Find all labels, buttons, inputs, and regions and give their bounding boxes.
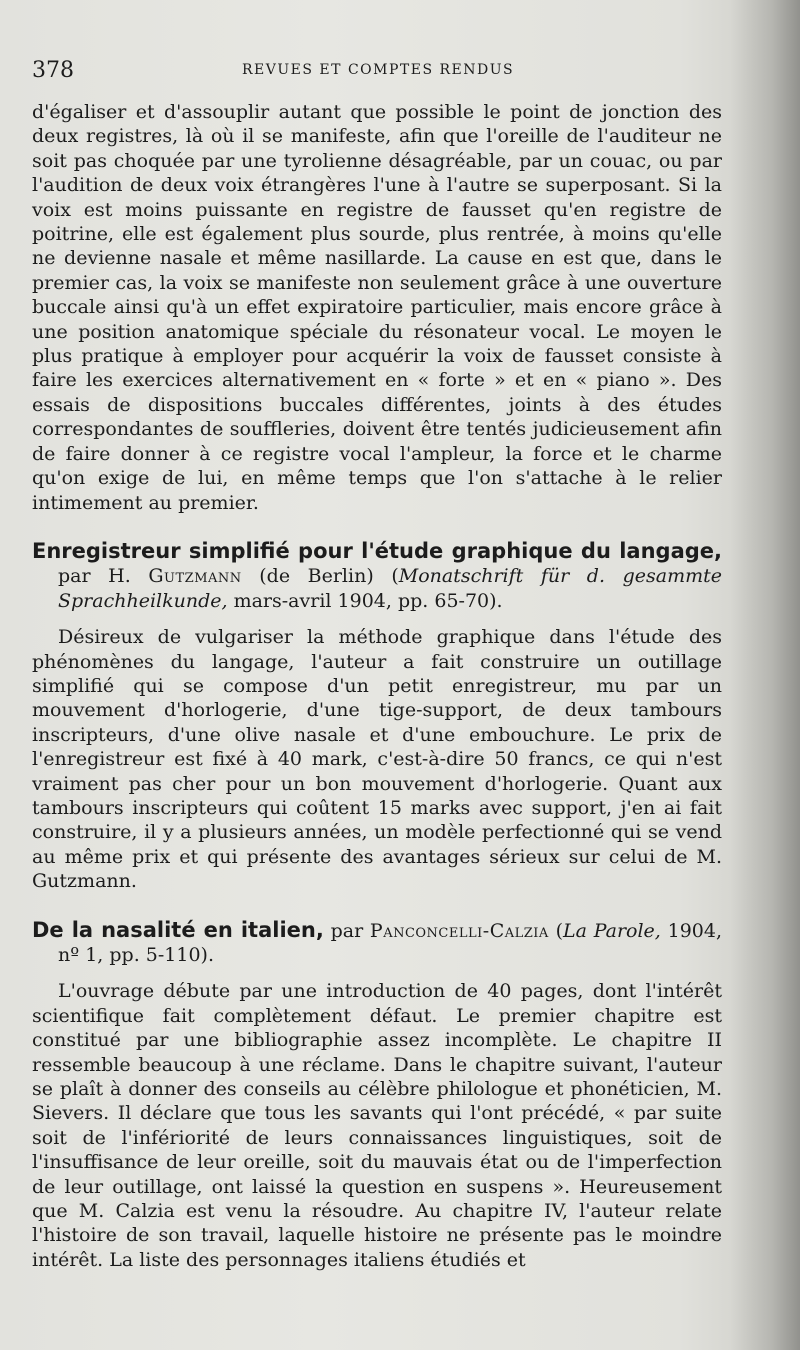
review-body: L'ouvrage débute par une introduction de 40 pages, dont l'intérêt scientifique fait complètement défaut. Le premier chapitre est constitué par une bibliographie assez incomplète. Le chapitre II ressemble beaucoup à une réclame. Dans le chapitre suivant, l'auteur se plaît à donner des conseils au célèbre philologue et phonéticien, M. Sievers. Il déclare que tous les savants qui l'ont précédé, « par suite soit de l'infériorité de leurs connaissances linguistiques, soit de l'insuffisance de leur oreille, soit du mauvais état ou de l'imperfection de leur outillage, ont laissé la question en suspens ». Heureusement que M. Calzia est venu la résoudre. Au chapitre IV, l'auteur relate l'histoire de son travail, laquelle histoire ne présente pas le moindre intérêt. La liste des personnages italiens étudiés et [32,980,722,1271]
page-number: 378 [32,58,74,83]
citation-open: ( [548,919,563,942]
page-gutter-shadow [730,0,800,1350]
citation-by: par [323,919,370,942]
review-journal: La Parole, [563,919,661,942]
page-header [32,58,732,88]
running-head: REVUES ET COMPTES RENDUS [242,62,515,78]
page-content [32,100,722,1272]
review-title: De la nasalité en italien, [32,917,324,942]
review-entry-gutzmann [32,539,722,894]
continuation-paragraph: d'égaliser et d'assouplir autant que possible le point de jonction des deux registres, là où il se manifeste, afin que l'oreille de l'auditeur ne soit pas choquée par une tyrolienne désagréable, par un couac, ou par l'audition de deux voix étrangères l'une à l'autre se superposant. Si la voix est moins puissante en registre de fausset qu'en registre de poitrine, elle est également plus sourde, plus rentrée, à moins qu'elle ne devienne nasale et même nasillarde. La cause en est que, dans le premier cas, la voix se manifeste non seulement grâce à une ouverture buccale ainsi qu'à un effet expiratoire particulier, mais encore grâce à une position anatomique spéciale du résonateur vocal. Le moyen le plus pratique à employer pour acquérir la voix de fausset consiste à faire les exercices alternativement en « forte » et en « piano ». Des essais de dispositions buccales différentes, joints à des études correspondantes de souffleries, doivent être tentés judicieusement afin de faire donner à ce registre vocal l'ampleur, la force et le charme qu'on exige de lui, en même temps que l'on s'attache à le relier intimement au premier. [32,101,722,514]
review-journal: Monatschrift für d. gesammte Sprachheilkunde, [58,565,722,612]
citation-details: mars-avril 1904, pp. 65-70). [227,589,503,612]
citation-place: (de Berlin) ( [241,565,399,588]
review-entry-panconcelli [32,918,722,1273]
review-citation [32,539,722,613]
review-title: Enregistreur simplifié pour l'étude graphique du langage, [32,538,722,563]
review-body: Désireux de vulgariser la méthode graphique dans l'étude des phénomènes du langage, l'auteur a fait construire un outillage simplifié qui se compose d'un petit enregistreur, mu par un mouvement d'horlogerie, d'une tige-support, de deux tambours inscripteurs, d'une olive nasale et d'une embouchure. Le prix de l'enregistreur est fixé à 40 mark, c'est-à-dire 50 francs, ce qui n'est vraiment pas cher pour un bon mouvement d'horlogerie. Quant aux tambours inscripteurs qui coûtent 15 marks avec support, j'en ai fait construire, il y a plusieurs années, un modèle perfectionné qui se vend au même prix et qui présente des avantages sérieux sur celui de M. Gutzmann. [32,626,722,893]
review-citation [32,918,722,968]
citation-by: par H. [58,565,149,588]
review-author: Gutzmann [148,565,242,588]
citation-details: 1904, nº 1, pp. 5-110). [58,919,723,966]
review-author: Panconcelli-Calzia [369,919,549,942]
